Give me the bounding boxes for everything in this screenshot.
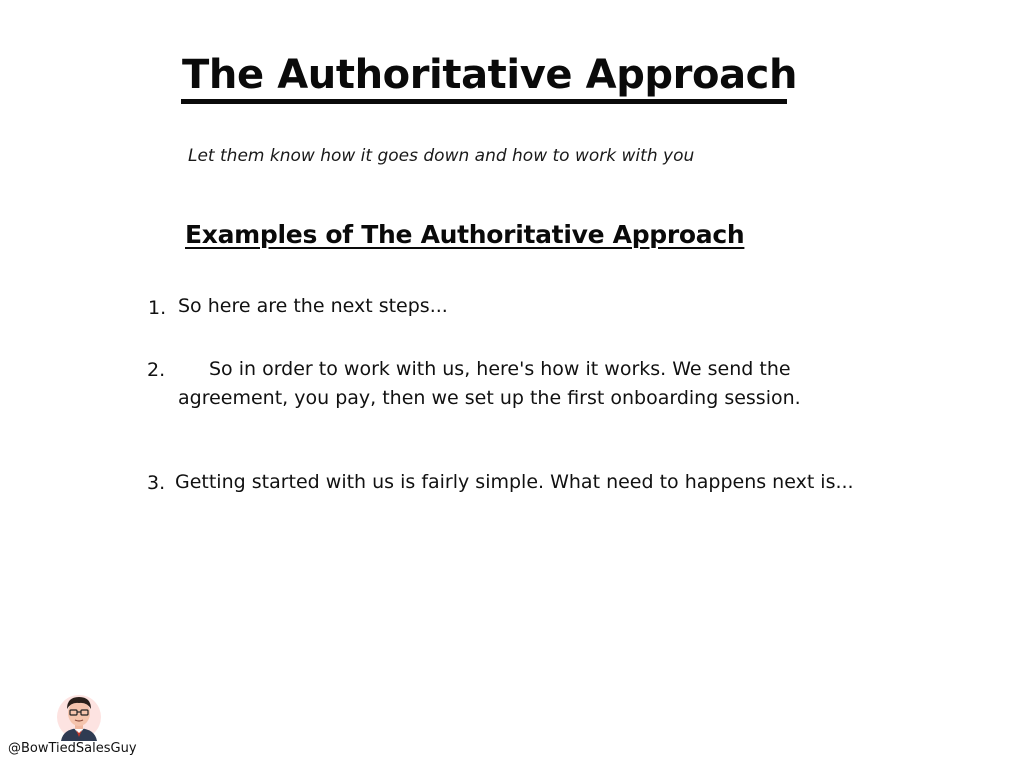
title-underline [181, 99, 787, 104]
page-title: The Authoritative Approach [182, 52, 798, 98]
list-item: So in order to work with us, here's how it works. We send the agreement, you pay, then we set up the first onboarding session. [178, 358, 801, 409]
subtitle: Let them know how it goes down and how to work with you [188, 146, 695, 166]
examples-heading: Examples of The Authoritative Approach [185, 220, 745, 249]
list-item-number: 1. [148, 297, 167, 319]
list-item-number: 2. [147, 359, 166, 381]
list-item: So here are the next steps... [178, 295, 448, 317]
list-item-number: 3. [147, 472, 166, 494]
cartoon-avatar-icon [53, 693, 105, 741]
author-handle: @BowTiedSalesGuy [8, 741, 137, 756]
list-item: Getting started with us is fairly simple. What need to happens next is... [175, 471, 854, 493]
